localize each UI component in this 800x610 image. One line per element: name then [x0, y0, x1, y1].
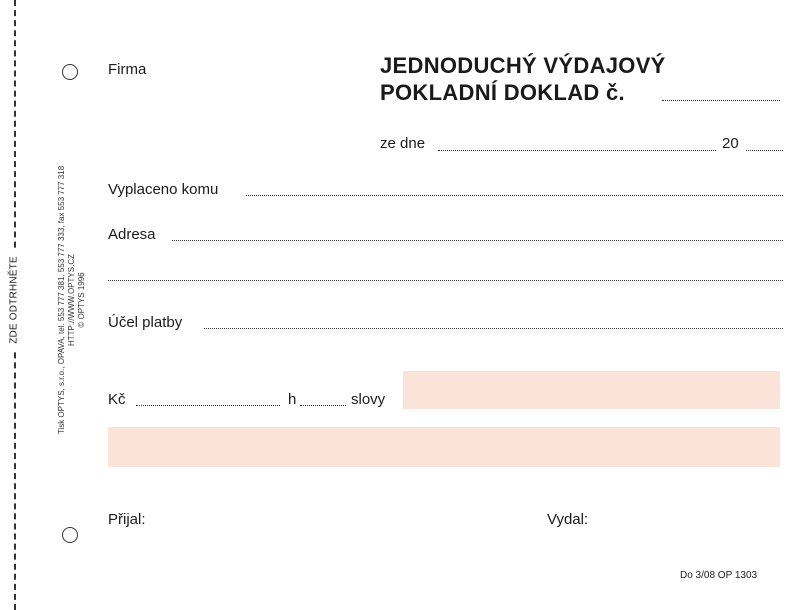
document-title-line1: JEDNODUCHÝ VÝDAJOVÝ — [380, 53, 666, 78]
crowns-field[interactable] — [136, 405, 280, 406]
printer-imprint — [57, 166, 87, 434]
document-title-line2: POKLADNÍ DOKLAD č. — [380, 80, 625, 105]
punch-hole-top — [62, 64, 78, 80]
issued-label: Vydal: — [547, 511, 589, 528]
purpose-field[interactable] — [204, 328, 783, 329]
address-field-line1[interactable] — [172, 240, 783, 241]
halere-field[interactable] — [300, 405, 346, 406]
company-label: Firma — [108, 61, 147, 78]
punch-hole-bottom — [62, 527, 78, 543]
received-label: Přijal: — [108, 511, 146, 528]
form-code: Do 3/08 OP 1303 — [680, 570, 758, 581]
paid-to-field[interactable] — [246, 195, 783, 196]
currency-label: Kč — [108, 391, 126, 408]
printer-imprint-line: Tisk OPTYS, s.r.o., OPAVA, tel. 553 777 381, 553 777 333, fax 553 777 318 — [57, 165, 66, 435]
printer-imprint-copyright: © OPTYS 1996 — [77, 272, 86, 328]
document-number-field[interactable] — [662, 100, 780, 101]
address-field-line2[interactable] — [108, 280, 783, 281]
halere-label: h — [288, 391, 297, 408]
year-prefix: 20 — [722, 135, 739, 152]
date-label: ze dne — [380, 135, 426, 152]
amount-in-words-field[interactable] — [403, 371, 780, 409]
paid-to-label: Vyplaceno komu — [108, 181, 219, 198]
amount-in-words-continuation-field[interactable] — [108, 427, 780, 467]
printer-imprint-url: HTTP://WWW.OPTYS.CZ — [67, 254, 76, 346]
address-label: Adresa — [108, 226, 156, 243]
date-field[interactable] — [438, 150, 716, 151]
purpose-label: Účel platby — [108, 314, 183, 331]
words-label: slovy — [351, 391, 386, 408]
tear-here-label: ZDE ODTRHNĚTE — [9, 250, 20, 350]
year-field[interactable] — [746, 150, 783, 151]
